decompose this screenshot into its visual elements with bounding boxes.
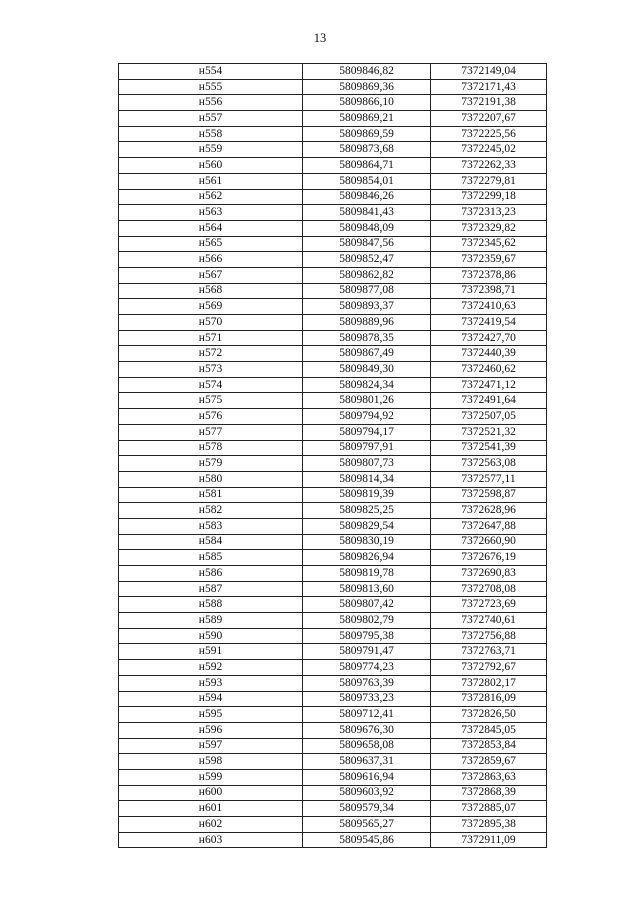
point-id-cell: н598: [119, 754, 303, 770]
x-coordinate-cell: 5809545,86: [303, 832, 431, 848]
y-coordinate-cell: 7372690,83: [431, 566, 547, 582]
table-row: [119, 362, 547, 378]
point-id-cell: н600: [119, 785, 303, 801]
y-coordinate-cell: 7372868,39: [431, 785, 547, 801]
x-coordinate-cell: 5809852,47: [303, 252, 431, 268]
y-coordinate-cell: 7372660,90: [431, 534, 547, 550]
table-row: [119, 487, 547, 503]
table-row: [119, 205, 547, 221]
table-row: [119, 315, 547, 331]
x-coordinate-cell: 5809795,38: [303, 628, 431, 644]
x-coordinate-cell: 5809794,92: [303, 409, 431, 425]
table-row: [119, 252, 547, 268]
x-coordinate-cell: 5809869,59: [303, 126, 431, 142]
table-row: [119, 283, 547, 299]
table-row: [119, 377, 547, 393]
point-id-cell: н566: [119, 252, 303, 268]
x-coordinate-cell: 5809797,91: [303, 440, 431, 456]
y-coordinate-cell: 7372911,09: [431, 832, 547, 848]
point-id-cell: н572: [119, 346, 303, 362]
y-coordinate-cell: 7372410,63: [431, 299, 547, 315]
coordinates-table-body: [119, 64, 547, 848]
table-row: [119, 691, 547, 707]
x-coordinate-cell: 5809862,82: [303, 267, 431, 283]
x-coordinate-cell: 5809733,23: [303, 691, 431, 707]
y-coordinate-cell: 7372845,05: [431, 722, 547, 738]
y-coordinate-cell: 7372816,09: [431, 691, 547, 707]
point-id-cell: н584: [119, 534, 303, 550]
table-row: [119, 189, 547, 205]
x-coordinate-cell: 5809565,27: [303, 817, 431, 833]
y-coordinate-cell: 7372313,23: [431, 205, 547, 221]
y-coordinate-cell: 7372149,04: [431, 64, 547, 80]
table-row: [119, 299, 547, 315]
y-coordinate-cell: 7372191,38: [431, 95, 547, 111]
table-row: [119, 330, 547, 346]
point-id-cell: н583: [119, 518, 303, 534]
x-coordinate-cell: 5809846,26: [303, 189, 431, 205]
y-coordinate-cell: 7372541,39: [431, 440, 547, 456]
table-row: [119, 566, 547, 582]
y-coordinate-cell: 7372345,62: [431, 236, 547, 252]
x-coordinate-cell: 5809848,09: [303, 220, 431, 236]
table-row: [119, 158, 547, 174]
point-id-cell: н586: [119, 566, 303, 582]
x-coordinate-cell: 5809794,17: [303, 424, 431, 440]
x-coordinate-cell: 5809658,08: [303, 738, 431, 754]
table-row: [119, 550, 547, 566]
x-coordinate-cell: 5809866,10: [303, 95, 431, 111]
y-coordinate-cell: 7372577,11: [431, 471, 547, 487]
table-row: [119, 534, 547, 550]
point-id-cell: н569: [119, 299, 303, 315]
x-coordinate-cell: 5809791,47: [303, 644, 431, 660]
page-number: 13: [313, 31, 327, 45]
table-row: [119, 503, 547, 519]
y-coordinate-cell: 7372440,39: [431, 346, 547, 362]
point-id-cell: н555: [119, 79, 303, 95]
y-coordinate-cell: 7372598,87: [431, 487, 547, 503]
table-row: [119, 236, 547, 252]
point-id-cell: н603: [119, 832, 303, 848]
y-coordinate-cell: 7372225,56: [431, 126, 547, 142]
table-row: [119, 95, 547, 111]
x-coordinate-cell: 5809712,41: [303, 707, 431, 723]
table-row: [119, 581, 547, 597]
point-id-cell: н574: [119, 377, 303, 393]
y-coordinate-cell: 7372647,88: [431, 518, 547, 534]
y-coordinate-cell: 7372628,96: [431, 503, 547, 519]
y-coordinate-cell: 7372419,54: [431, 315, 547, 331]
y-coordinate-cell: 7372885,07: [431, 801, 547, 817]
x-coordinate-cell: 5809824,34: [303, 377, 431, 393]
y-coordinate-cell: 7372763,71: [431, 644, 547, 660]
x-coordinate-cell: 5809849,30: [303, 362, 431, 378]
point-id-cell: н580: [119, 471, 303, 487]
y-coordinate-cell: 7372378,86: [431, 267, 547, 283]
x-coordinate-cell: 5809893,37: [303, 299, 431, 315]
x-coordinate-cell: 5809830,19: [303, 534, 431, 550]
x-coordinate-cell: 5809846,82: [303, 64, 431, 80]
x-coordinate-cell: 5809854,01: [303, 173, 431, 189]
x-coordinate-cell: 5809603,92: [303, 785, 431, 801]
x-coordinate-cell: 5809829,54: [303, 518, 431, 534]
y-coordinate-cell: 7372427,70: [431, 330, 547, 346]
y-coordinate-cell: 7372171,43: [431, 79, 547, 95]
point-id-cell: н591: [119, 644, 303, 660]
table-row: [119, 456, 547, 472]
table-row: [119, 832, 547, 848]
point-id-cell: н590: [119, 628, 303, 644]
table-row: [119, 644, 547, 660]
x-coordinate-cell: 5809676,30: [303, 722, 431, 738]
x-coordinate-cell: 5809801,26: [303, 393, 431, 409]
table-row: [119, 518, 547, 534]
table-row: [119, 817, 547, 833]
point-id-cell: н597: [119, 738, 303, 754]
point-id-cell: н571: [119, 330, 303, 346]
point-id-cell: н581: [119, 487, 303, 503]
y-coordinate-cell: 7372676,19: [431, 550, 547, 566]
point-id-cell: н554: [119, 64, 303, 80]
point-id-cell: н589: [119, 613, 303, 629]
x-coordinate-cell: 5809864,71: [303, 158, 431, 174]
x-coordinate-cell: 5809847,56: [303, 236, 431, 252]
point-id-cell: н593: [119, 675, 303, 691]
x-coordinate-cell: 5809889,96: [303, 315, 431, 331]
y-coordinate-cell: 7372207,67: [431, 111, 547, 127]
point-id-cell: н596: [119, 722, 303, 738]
point-id-cell: н563: [119, 205, 303, 221]
x-coordinate-cell: 5809825,25: [303, 503, 431, 519]
point-id-cell: н561: [119, 173, 303, 189]
table-row: [119, 769, 547, 785]
table-row: [119, 64, 547, 80]
table-row: [119, 346, 547, 362]
y-coordinate-cell: 7372245,02: [431, 142, 547, 158]
point-id-cell: н568: [119, 283, 303, 299]
y-coordinate-cell: 7372859,67: [431, 754, 547, 770]
table-row: [119, 738, 547, 754]
point-id-cell: н564: [119, 220, 303, 236]
x-coordinate-cell: 5809878,35: [303, 330, 431, 346]
table-row: [119, 126, 547, 142]
table-row: [119, 220, 547, 236]
x-coordinate-cell: 5809774,23: [303, 660, 431, 676]
x-coordinate-cell: 5809819,78: [303, 566, 431, 582]
x-coordinate-cell: 5809873,68: [303, 142, 431, 158]
x-coordinate-cell: 5809819,39: [303, 487, 431, 503]
y-coordinate-cell: 7372299,18: [431, 189, 547, 205]
table-row: [119, 393, 547, 409]
point-id-cell: н559: [119, 142, 303, 158]
point-id-cell: н585: [119, 550, 303, 566]
y-coordinate-cell: 7372853,84: [431, 738, 547, 754]
table-row: [119, 707, 547, 723]
x-coordinate-cell: 5809841,43: [303, 205, 431, 221]
y-coordinate-cell: 7372563,08: [431, 456, 547, 472]
y-coordinate-cell: 7372398,71: [431, 283, 547, 299]
x-coordinate-cell: 5809869,36: [303, 79, 431, 95]
table-row: [119, 801, 547, 817]
table-row: [119, 111, 547, 127]
table-row: [119, 675, 547, 691]
point-id-cell: н570: [119, 315, 303, 331]
y-coordinate-cell: 7372756,88: [431, 628, 547, 644]
coordinates-table: [118, 63, 547, 848]
y-coordinate-cell: 7372802,17: [431, 675, 547, 691]
table-row: [119, 409, 547, 425]
table-row: [119, 597, 547, 613]
x-coordinate-cell: 5809579,34: [303, 801, 431, 817]
x-coordinate-cell: 5809807,42: [303, 597, 431, 613]
x-coordinate-cell: 5809813,60: [303, 581, 431, 597]
y-coordinate-cell: 7372895,38: [431, 817, 547, 833]
y-coordinate-cell: 7372471,12: [431, 377, 547, 393]
point-id-cell: н575: [119, 393, 303, 409]
point-id-cell: н578: [119, 440, 303, 456]
point-id-cell: н558: [119, 126, 303, 142]
table-row: [119, 142, 547, 158]
x-coordinate-cell: 5809807,73: [303, 456, 431, 472]
table-row: [119, 424, 547, 440]
y-coordinate-cell: 7372708,08: [431, 581, 547, 597]
point-id-cell: н582: [119, 503, 303, 519]
table-row: [119, 628, 547, 644]
y-coordinate-cell: 7372723,69: [431, 597, 547, 613]
y-coordinate-cell: 7372863,63: [431, 769, 547, 785]
table-row: [119, 173, 547, 189]
x-coordinate-cell: 5809616,94: [303, 769, 431, 785]
table-row: [119, 440, 547, 456]
point-id-cell: н577: [119, 424, 303, 440]
x-coordinate-cell: 5809826,94: [303, 550, 431, 566]
table-row: [119, 660, 547, 676]
point-id-cell: н587: [119, 581, 303, 597]
y-coordinate-cell: 7372507,05: [431, 409, 547, 425]
y-coordinate-cell: 7372262,33: [431, 158, 547, 174]
point-id-cell: н579: [119, 456, 303, 472]
point-id-cell: н562: [119, 189, 303, 205]
y-coordinate-cell: 7372359,67: [431, 252, 547, 268]
point-id-cell: н557: [119, 111, 303, 127]
table-row: [119, 754, 547, 770]
point-id-cell: н595: [119, 707, 303, 723]
x-coordinate-cell: 5809877,08: [303, 283, 431, 299]
x-coordinate-cell: 5809869,21: [303, 111, 431, 127]
y-coordinate-cell: 7372826,50: [431, 707, 547, 723]
point-id-cell: н592: [119, 660, 303, 676]
point-id-cell: н565: [119, 236, 303, 252]
point-id-cell: н567: [119, 267, 303, 283]
point-id-cell: н588: [119, 597, 303, 613]
point-id-cell: н576: [119, 409, 303, 425]
point-id-cell: н573: [119, 362, 303, 378]
y-coordinate-cell: 7372491,64: [431, 393, 547, 409]
table-row: [119, 79, 547, 95]
y-coordinate-cell: 7372521,32: [431, 424, 547, 440]
x-coordinate-cell: 5809802,79: [303, 613, 431, 629]
point-id-cell: н602: [119, 817, 303, 833]
point-id-cell: н599: [119, 769, 303, 785]
y-coordinate-cell: 7372460,62: [431, 362, 547, 378]
point-id-cell: н556: [119, 95, 303, 111]
point-id-cell: н560: [119, 158, 303, 174]
y-coordinate-cell: 7372329,82: [431, 220, 547, 236]
x-coordinate-cell: 5809867,49: [303, 346, 431, 362]
point-id-cell: н601: [119, 801, 303, 817]
table-row: [119, 785, 547, 801]
x-coordinate-cell: 5809814,34: [303, 471, 431, 487]
table-row: [119, 722, 547, 738]
x-coordinate-cell: 5809637,31: [303, 754, 431, 770]
table-row: [119, 471, 547, 487]
table-row: [119, 267, 547, 283]
y-coordinate-cell: 7372792,67: [431, 660, 547, 676]
point-id-cell: н594: [119, 691, 303, 707]
table-row: [119, 613, 547, 629]
x-coordinate-cell: 5809763,39: [303, 675, 431, 691]
y-coordinate-cell: 7372740,61: [431, 613, 547, 629]
y-coordinate-cell: 7372279,81: [431, 173, 547, 189]
